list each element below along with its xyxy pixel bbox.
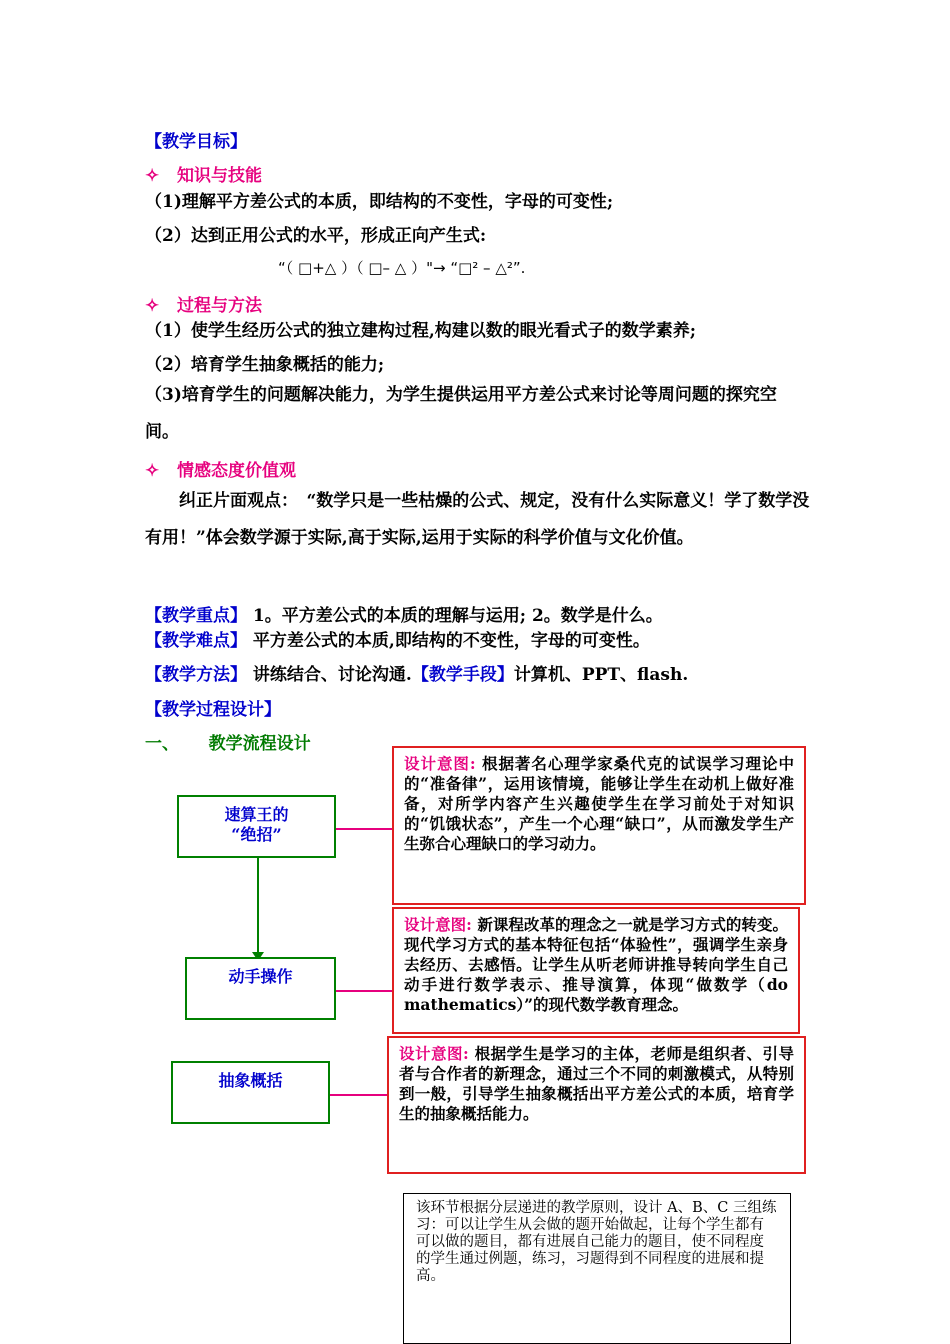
intent-text-2: 新课程改革的理念之一就是学习方式的转变。现代学习方式的基本特征包括“体验性”，强调学生亲身去经历、去感悟。让学生从听老师讲推导转向学生自己动手进行数学表示、推导演算，体现“做数学（do mathematics）”的现代数学教育理念。	[404, 915, 788, 1014]
flow-arrow-line	[257, 858, 259, 958]
process-item-1: （1）使学生经历公式的独立建构过程,构建以数的眼光看式子的数学素养;	[145, 321, 697, 341]
diamond-icon: ✧	[145, 296, 160, 316]
intent-text-3: 根据学生是学习的主体，老师是组织者、引导者与合作者的新理念，通过三个不同的刺激模式，从特别到一般，引导学生抽象概括出平方差公式的本质，培育学生的抽象概括能力。	[399, 1044, 794, 1123]
formula: “（ □+△ ）（ □– △ ）"→ “□² – △²”.	[278, 259, 526, 277]
intent-text-1: 根据著名心理学家桑代克的试误学习理论中的“准备律”，运用该情境，能够让学生在动机上做好准备，对所学内容产生兴趣使学生在学习前处于对知识的“饥饿状态”，产生一个心理“缺口”，从而激发学生产生弥合心理缺口的学习动力。	[404, 754, 794, 853]
connector-1	[336, 828, 393, 830]
difficulty	[145, 626, 650, 651]
difficulty-text: 平方差公式的本质,即结构的不变性，字母的可变性。	[252, 631, 650, 651]
intent-box-2	[392, 907, 800, 1034]
emotion-text: 纠正片面观点： “数学只是一些枯燥的公式、规定，没有什么实际意义！学了数学没有用！”体会数学源于实际,高于实际,运用于实际的科学价值与文化价值。	[145, 491, 810, 548]
means-label: 【教学手段】	[411, 665, 514, 685]
diamond-icon: ✧	[145, 461, 160, 481]
flow-heading	[145, 729, 311, 754]
process-item-2: （2）培育学生抽象概括的能力;	[145, 355, 385, 375]
process-heading	[145, 291, 262, 316]
connector-3	[330, 1094, 388, 1096]
flow-heading-text: 教学流程设计	[208, 734, 311, 754]
practice-note: 该环节根据分层递进的教学原则，设计 A、B、C 三组练习：可以让学生从会做的题开始做起，让每个学生都有可以做的题目，都有进展自己能力的题目，使不同程度的学生通过例题，练习，习题得到不同程度的进展和提高。	[403, 1193, 791, 1344]
knowledge-title: 知识与技能	[177, 166, 263, 186]
knowledge-heading	[145, 161, 262, 186]
intent-label: 设计意图:	[404, 754, 476, 773]
key-points	[145, 601, 663, 626]
intent-box-3	[387, 1036, 806, 1174]
methods	[145, 660, 688, 685]
key-points-label: 【教学重点】	[145, 606, 247, 626]
goals-heading: 【教学目标】	[145, 132, 247, 152]
knowledge-item-2: （2）达到正用公式的水平，形成正向产生式:	[145, 226, 487, 246]
flow-box-abstract: 抽象概括	[171, 1061, 330, 1124]
design-heading: 【教学过程设计】	[145, 700, 281, 720]
diamond-icon: ✧	[145, 166, 160, 186]
key-points-text: 1。平方差公式的本质的理解与运用; 2。数学是什么。	[252, 606, 663, 626]
difficulty-label: 【教学难点】	[145, 631, 247, 651]
emotion-title: 情感态度价值观	[177, 461, 297, 481]
flow-heading-num: 一、	[145, 734, 179, 754]
process-title: 过程与方法	[177, 296, 263, 316]
process-item-3: （3)培育学生的问题解决能力，为学生提供运用平方差公式来讨论等周问题的探究空间。	[145, 385, 777, 442]
knowledge-item-1: （1)理解平方差公式的本质，即结构的不变性，字母的可变性;	[145, 192, 614, 212]
intent-label: 设计意图:	[399, 1044, 469, 1063]
methods-label: 【教学方法】	[145, 665, 247, 685]
connector-2	[336, 990, 393, 992]
flow-box-quick-calc: 速算王的 “绝招”	[177, 795, 336, 858]
intent-box-1	[392, 746, 806, 905]
methods-text: 讲练结合、讨论沟通.	[252, 665, 412, 685]
means-text: 计算机、PPT、flash.	[513, 665, 689, 685]
emotion-heading	[145, 456, 296, 481]
flow-box-hands-on: 动手操作	[185, 957, 336, 1020]
intent-label: 设计意图:	[404, 915, 472, 934]
